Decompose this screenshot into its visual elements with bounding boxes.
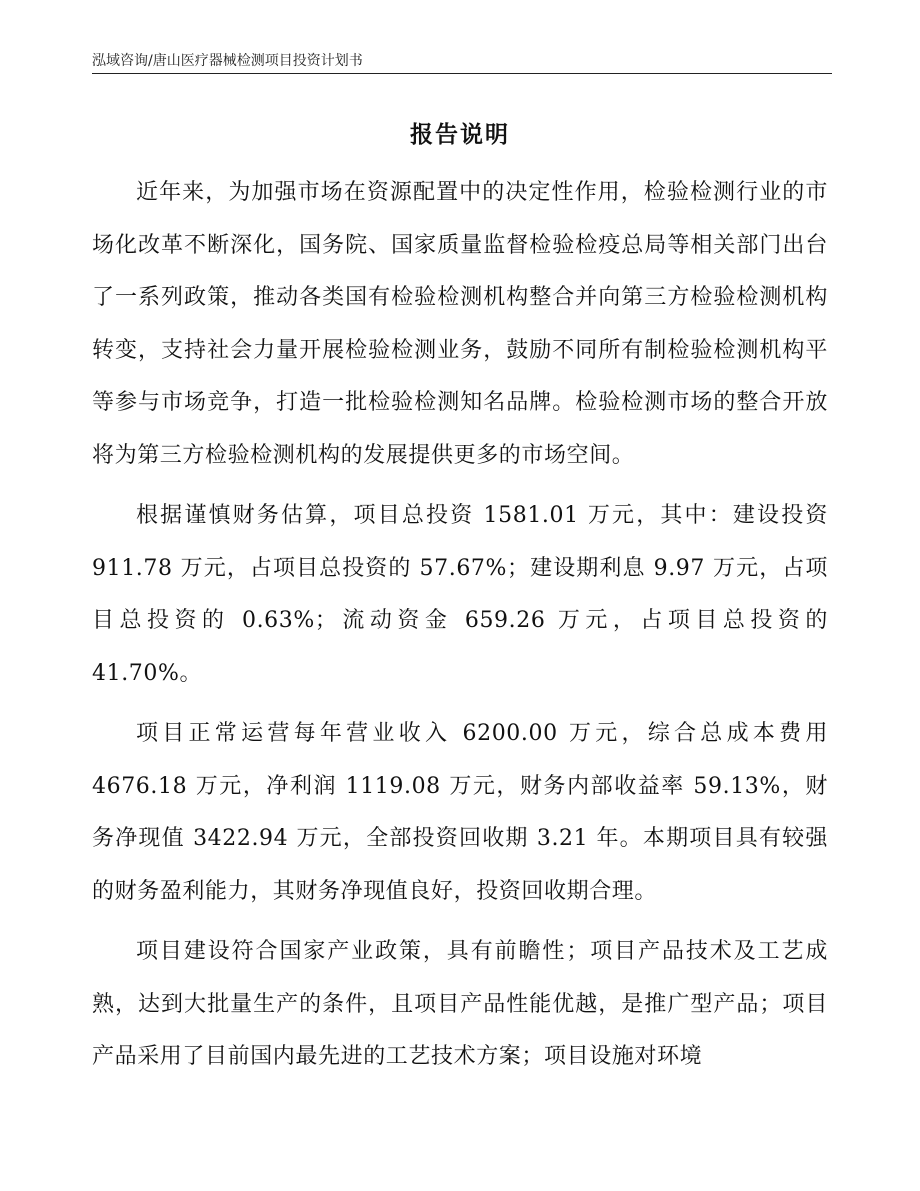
paragraph-industry-background: 近年来，为加强市场在资源配置中的决定性作用，检验检测行业的市场化改革不断深化，国务院、国家质量监督检验检疫总局等相关部门出台了一系列政策，推动各类国有检验检测机构整合并向第三方检验检测机构转变，支持社会力量开展检验检测业务，鼓励不同所有制检验检测机构平等参与市场竞争，打造一批检验检测知名品牌。检验检测市场的整合开放将为第三方检验检测机构的发展提供更多的市场空间。 [92,180,828,468]
paragraph-financial-returns: 项目正常运营每年营业收入 6200.00 万元，综合总成本费用 4676.18 万元，净利润 1119.08 万元，财务内部收益率 59.13%，财务净现值 3422.94 万元，全部投资回收期 3.21 年。本期项目具有较强的财务盈利能力，其财务净现值良好，投资回收期合理。 [92,721,828,904]
page-title: 报告说明 [410,122,510,148]
paragraph-project-feasibility: 项目建设符合国家产业政策，具有前瞻性；项目产品技术及工艺成熟，达到大批量生产的条件，且项目产品性能优越，是推广型产品；项目产品采用了目前国内最先进的工艺技术方案；项目设施对环境 [92,939,828,1069]
document-body [92,167,828,1084]
running-header: 泓域咨询/唐山医疗器械检测项目投资计划书 [92,51,832,74]
paragraph-investment-estimate: 根据谨慎财务估算，项目总投资 1581.01 万元，其中：建设投资 911.78 万元，占项目总投资的 57.67%；建设期利息 9.97 万元，占项目总投资的 0.63%；流动资金 659.26 万元，占项目总投资的 41.70%。 [92,503,828,686]
